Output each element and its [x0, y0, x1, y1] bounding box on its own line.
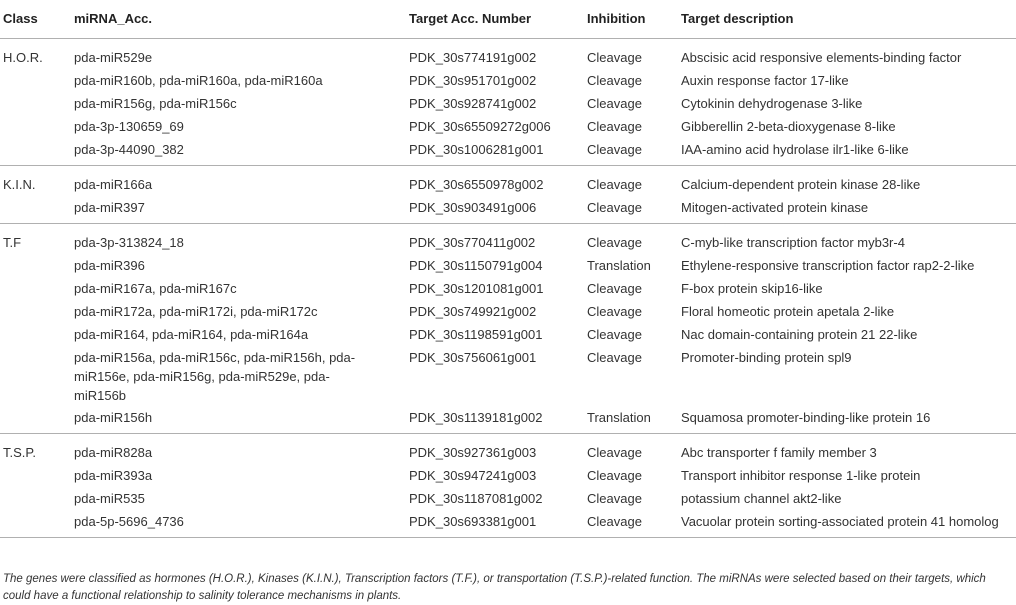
description-cell: Nac domain-containing protein 21 22-like [681, 327, 918, 342]
target-acc-cell: PDK_30s928741g002 [409, 96, 537, 111]
mirna-cell: pda-3p-44090_382 [74, 142, 184, 157]
target-acc-cell: PDK_30s1187081g002 [409, 491, 543, 506]
table-row [0, 406, 1016, 429]
table-row [0, 231, 1016, 254]
table-group [0, 39, 1016, 166]
mirna-cell: pda-miR166a [74, 177, 153, 192]
header-description: Target description [681, 11, 794, 26]
mirna-cell: pda-miR172a, pda-miR172i, pda-miR172c [74, 304, 318, 319]
target-acc-cell: PDK_30s770411g002 [409, 235, 536, 250]
target-acc-cell: PDK_30s693381g001 [409, 514, 537, 529]
inhibition-cell: Cleavage [587, 200, 642, 215]
target-acc-cell: PDK_30s756061g001 [409, 350, 537, 365]
target-acc-cell: PDK_30s1139181g002 [409, 410, 543, 425]
table-group [0, 166, 1016, 224]
description-cell: Transport inhibitor response 1-like protein [681, 468, 921, 483]
description-cell: Abscisic acid responsive elements-binding factor [681, 50, 962, 65]
description-cell: Mitogen-activated protein kinase [681, 200, 869, 215]
mirna-cell: pda-miR156a, pda-miR156c, pda-miR156h, pda-miR156e, pda-miR156g, pda-miR529e, pda-miR156b [74, 350, 356, 403]
target-acc-cell: PDK_30s903491g006 [409, 200, 537, 215]
class-cell: H.O.R. [3, 50, 43, 65]
table-row [0, 323, 1016, 346]
mirna-cell: pda-miR535 [74, 491, 145, 506]
description-cell: F-box protein skip16-like [681, 281, 823, 296]
class-cell: T.S.P. [3, 445, 37, 460]
description-cell: Floral homeotic protein apetala 2-like [681, 304, 895, 319]
table-row [0, 510, 1016, 533]
table-row [0, 487, 1016, 510]
table-row [0, 441, 1016, 464]
mirna-cell: pda-miR167a, pda-miR167c [74, 281, 237, 296]
inhibition-cell: Cleavage [587, 468, 642, 483]
header-target-acc: Target Acc. Number [409, 11, 532, 26]
mirna-cell: pda-miR156g, pda-miR156c [74, 96, 237, 111]
table-group [0, 224, 1016, 434]
inhibition-cell: Translation [587, 410, 651, 425]
mirna-cell: pda-3p-130659_69 [74, 119, 184, 134]
table-row [0, 464, 1016, 487]
target-acc-cell: PDK_30s951701g002 [409, 73, 537, 88]
class-cell: T.F [3, 235, 22, 250]
description-cell: potassium channel akt2-like [681, 491, 842, 506]
mirna-cell: pda-miR393a [74, 468, 153, 483]
target-acc-cell: PDK_30s774191g002 [409, 50, 537, 65]
table-group [0, 434, 1016, 538]
inhibition-cell: Cleavage [587, 73, 642, 88]
description-cell: Cytokinin dehydrogenase 3-like [681, 96, 863, 111]
description-cell: Auxin response factor 17-like [681, 73, 849, 88]
header-mirna: miRNA_Acc. [74, 11, 153, 26]
inhibition-cell: Cleavage [587, 177, 642, 192]
table-row [0, 115, 1016, 138]
table-footnote: The genes were classified as hormones (H.O.R.), Kinases (K.I.N.), Transcription factors (T.F.), or transportation (T.S.P.)-related function. The miRNAs were selected based on their targets, which could have a functional relationship to salinity tolerance mechanisms in plants. [3, 573, 986, 602]
table-row [0, 46, 1016, 69]
mirna-cell: pda-miR397 [74, 200, 145, 215]
mirna-cell: pda-miR396 [74, 258, 145, 273]
header-class: Class [3, 11, 38, 26]
target-acc-cell: PDK_30s6550978g002 [409, 177, 544, 192]
mirna-cell: pda-5p-5696_4736 [74, 514, 184, 529]
inhibition-cell: Cleavage [587, 235, 642, 250]
table-header [0, 0, 1016, 39]
inhibition-cell: Cleavage [587, 50, 642, 65]
inhibition-cell: Cleavage [587, 142, 642, 157]
class-cell: K.I.N. [3, 177, 36, 192]
inhibition-cell: Cleavage [587, 96, 642, 111]
table-row [0, 300, 1016, 323]
target-acc-cell: PDK_30s1006281g001 [409, 142, 544, 157]
inhibition-cell: Cleavage [587, 281, 642, 296]
mirna-cell: pda-miR828a [74, 445, 153, 460]
target-acc-cell: PDK_30s1150791g004 [409, 258, 543, 273]
header-inhibition: Inhibition [587, 11, 646, 26]
target-acc-cell: PDK_30s1198591g001 [409, 327, 543, 342]
table-row [0, 92, 1016, 115]
inhibition-cell: Translation [587, 258, 651, 273]
table-row [0, 138, 1016, 161]
target-acc-cell: PDK_30s65509272g006 [409, 119, 551, 134]
mirna-cell: pda-miR160b, pda-miR160a, pda-miR160a [74, 73, 323, 88]
description-cell: Promoter-binding protein spl9 [681, 350, 852, 365]
mirna-cell: pda-miR529e [74, 50, 153, 65]
description-cell: IAA-amino acid hydrolase ilr1-like 6-like [681, 142, 909, 157]
description-cell: Abc transporter f family member 3 [681, 445, 877, 460]
table-row [0, 173, 1016, 196]
target-acc-cell: PDK_30s749921g002 [409, 304, 537, 319]
mirna-cell: pda-miR156h [74, 410, 153, 425]
mirna-cell: pda-miR164, pda-miR164, pda-miR164a [74, 327, 309, 342]
target-acc-cell: PDK_30s947241g003 [409, 468, 537, 483]
table-row [0, 277, 1016, 300]
description-cell: Squamosa promoter-binding-like protein 16 [681, 410, 931, 425]
inhibition-cell: Cleavage [587, 514, 642, 529]
inhibition-cell: Cleavage [587, 327, 642, 342]
table-row [0, 346, 1016, 406]
table-row [0, 69, 1016, 92]
inhibition-cell: Cleavage [587, 491, 642, 506]
inhibition-cell: Cleavage [587, 350, 642, 365]
table-row [0, 196, 1016, 219]
description-cell: Gibberellin 2-beta-dioxygenase 8-like [681, 119, 896, 134]
inhibition-cell: Cleavage [587, 119, 642, 134]
description-cell: C-myb-like transcription factor myb3r-4 [681, 235, 905, 250]
inhibition-cell: Cleavage [587, 445, 642, 460]
mirna-cell: pda-3p-313824_18 [74, 235, 184, 250]
inhibition-cell: Cleavage [587, 304, 642, 319]
table-row [0, 254, 1016, 277]
description-cell: Calcium-dependent protein kinase 28-like [681, 177, 921, 192]
description-cell: Vacuolar protein sorting-associated protein 41 homolog [681, 514, 999, 529]
target-acc-cell: PDK_30s927361g003 [409, 445, 537, 460]
table-body [0, 39, 1016, 538]
target-acc-cell: PDK_30s1201081g001 [409, 281, 544, 296]
description-cell: Ethylene-responsive transcription factor rap2-2-like [681, 258, 975, 273]
